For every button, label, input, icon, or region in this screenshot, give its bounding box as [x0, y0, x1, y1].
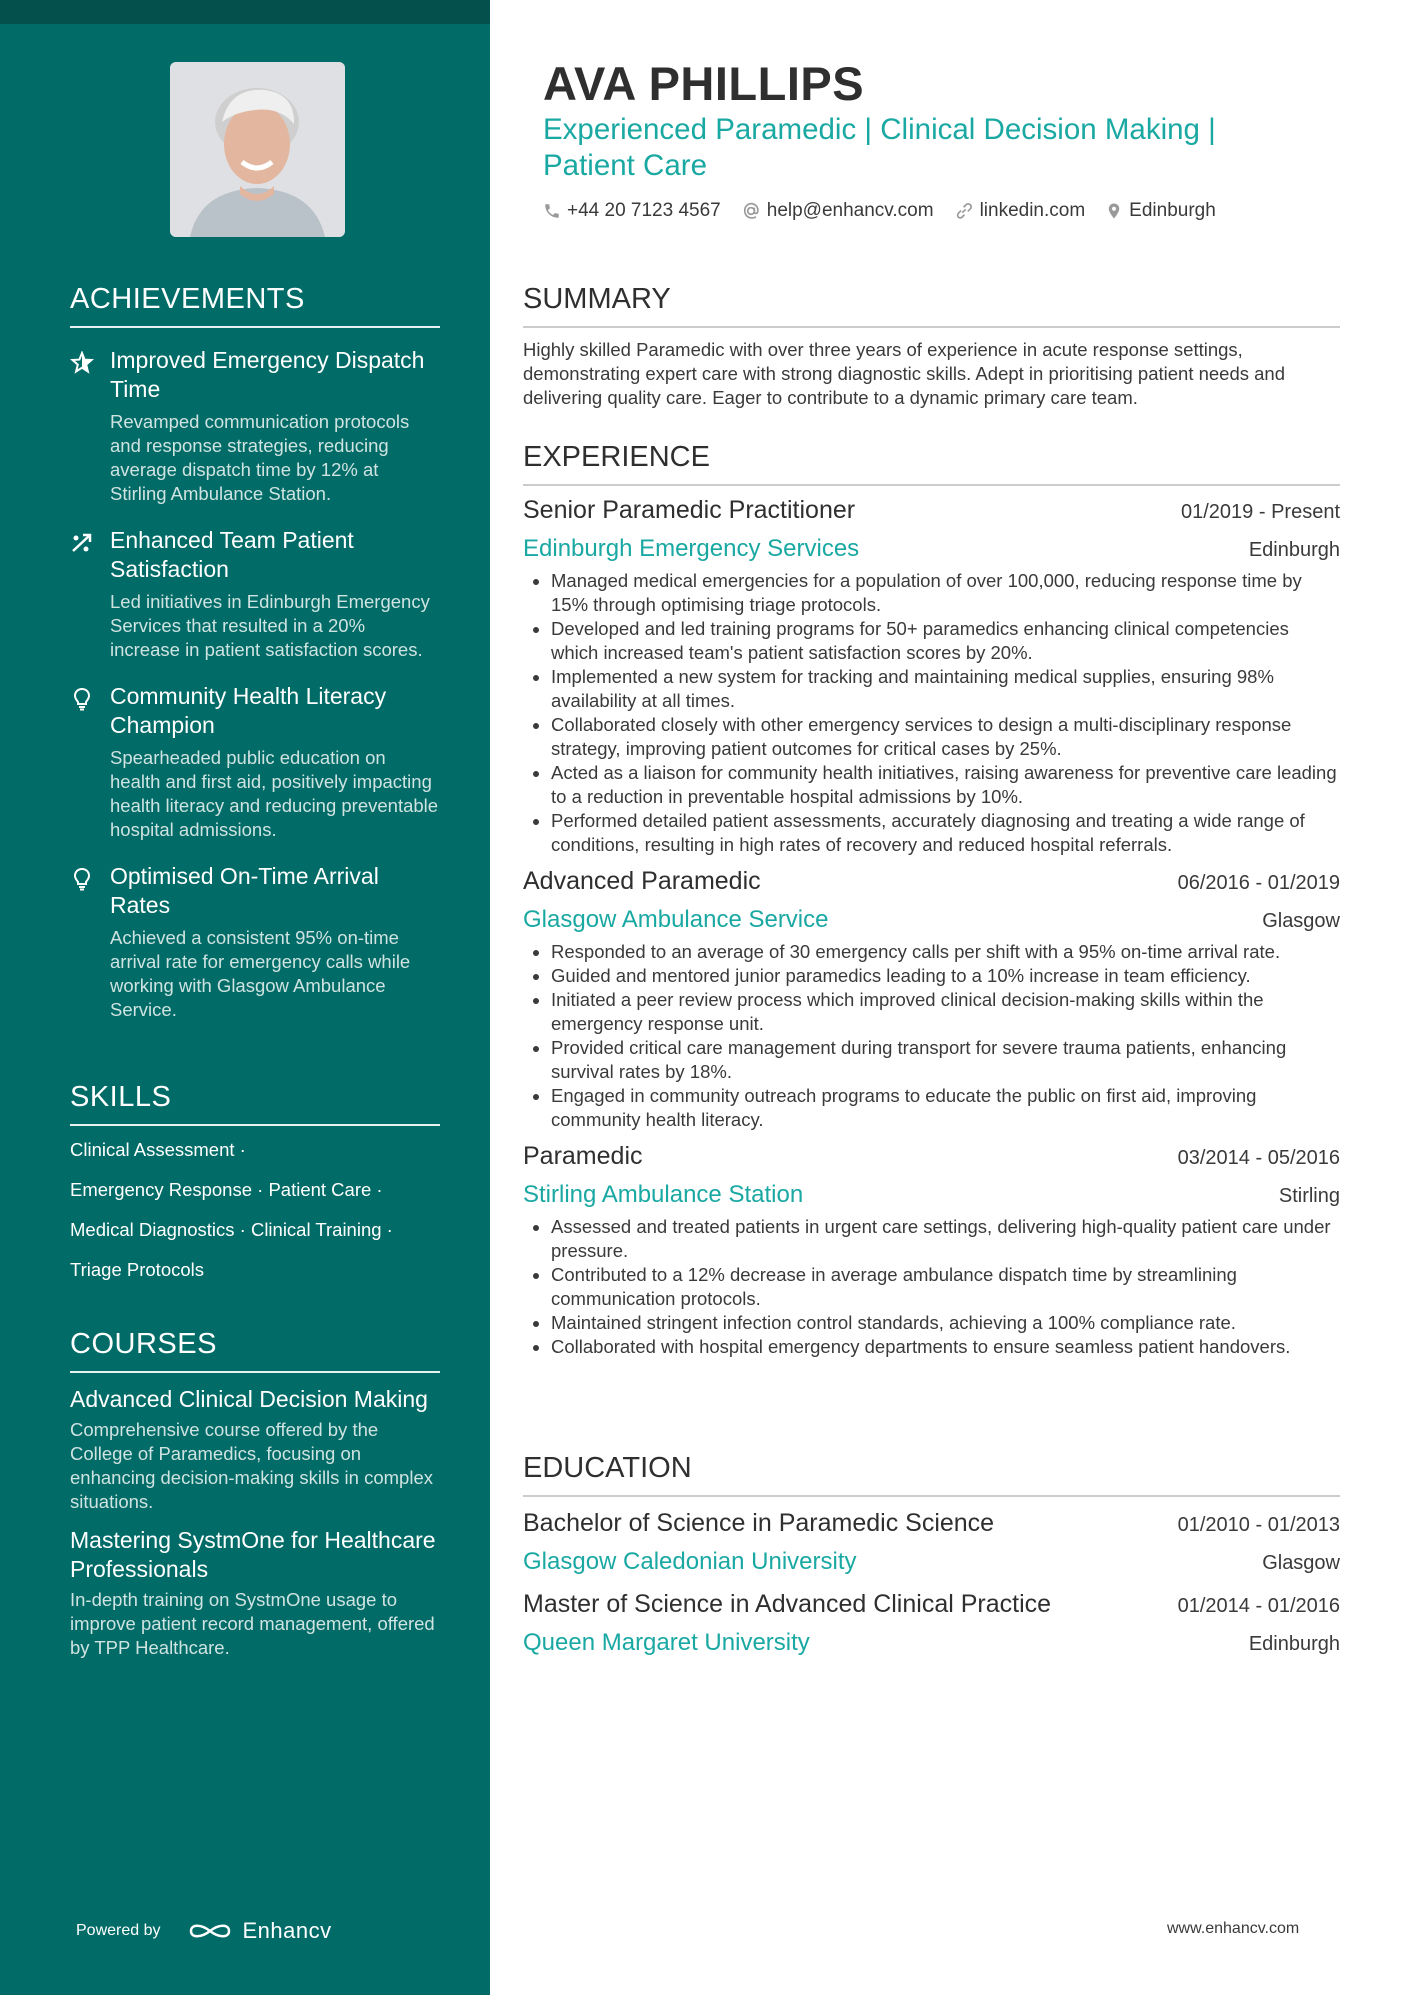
contact-location [1105, 200, 1216, 222]
achievement-desc: Achieved a consistent 95% on-time arrival rate for emergency calls while working with Glasgow Ambulance Service. [110, 927, 411, 1020]
achievement-item [70, 862, 440, 1022]
achievement-item [70, 346, 440, 506]
job-location: Glasgow [1262, 910, 1340, 932]
job-bullets [523, 569, 1340, 857]
skills-list [70, 1138, 440, 1282]
bullet-item: • Maintained stringent infection control standards, achieving a 100% compliance rate. [551, 1311, 1340, 1335]
degree: Bachelor of Science in Paramedic Science [523, 1509, 995, 1537]
bullet-item: • Contributed to a 12% decrease in average ambulance dispatch time by streamlining communication protocols. [551, 1263, 1340, 1311]
achievement-item [70, 682, 440, 842]
degree: Master of Science in Advanced Clinical Practice [523, 1590, 1052, 1618]
skills-heading: SKILLS [70, 1081, 440, 1126]
phone-text: +44 20 7123 4567 [567, 200, 721, 221]
achievement-title: Enhanced Team Patient Satisfaction [110, 527, 354, 582]
skill-line: Triage Protocols [70, 1259, 205, 1280]
contact-email[interactable] [741, 200, 934, 222]
job-entry [523, 867, 1340, 1132]
summary-heading: SUMMARY [523, 283, 1340, 328]
education-heading: EDUCATION [523, 1452, 1340, 1497]
course-desc: In-depth training on SystmOne usage to improve patient record management, offered by TPP Healthcare. [70, 1589, 435, 1658]
bullet-item: • Assessed and treated patients in urgent care settings, delivering high-quality patient care under pressure. [551, 1215, 1340, 1263]
job-dates: 06/2016 - 01/2019 [1177, 872, 1340, 894]
course-item [70, 1385, 440, 1514]
job-bullets [523, 940, 1340, 1132]
lightbulb-icon [70, 687, 94, 711]
sidebar [0, 0, 490, 1995]
job-role: Paramedic [523, 1142, 643, 1170]
achievement-desc: Spearheaded public education on health and first aid, positively impacting health literacy and reducing preventable hospital admissions. [110, 747, 439, 840]
course-item [70, 1526, 440, 1660]
skill-line: Emergency Response · Patient Care · [70, 1179, 383, 1200]
bullet-item: • Provided critical care management during transport for severe trauma patients, enhancing survival rates by 18%. [551, 1036, 1340, 1084]
powered-by [76, 1918, 332, 1944]
courses-section [70, 1328, 440, 1660]
experience-section [523, 441, 1340, 1359]
candidate-name: AVA PHILLIPS [543, 57, 865, 110]
achievements-heading: ACHIEVEMENTS [70, 283, 440, 328]
job-entry [523, 496, 1340, 857]
course-title: Mastering SystmOne for Healthcare Professionals [70, 1527, 436, 1582]
bullet-item: • Collaborated closely with other emergency services to design a multi-disciplinary response strategy, improving patient outcomes for critical cases by 25%. [551, 713, 1340, 761]
job-location: Stirling [1278, 1185, 1340, 1207]
bullet-item: • Guided and mentored junior paramedics leading to a 10% increase in team efficiency. [551, 964, 1340, 988]
courses-heading: COURSES [70, 1328, 440, 1373]
achievement-title: Community Health Literacy Champion [110, 683, 387, 738]
school: Queen Margaret University [523, 1629, 810, 1656]
bullet-item: • Performed detailed patient assessments, accurately diagnosing and treating a wide range of conditions, resulting in high rates of recovery and reduced hospital referrals. [551, 809, 1340, 857]
job-company: Stirling Ambulance Station [523, 1181, 804, 1208]
achievement-title: Improved Emergency Dispatch Time [110, 347, 425, 402]
job-company: Edinburgh Emergency Services [523, 535, 860, 562]
education-dates: 01/2010 - 01/2013 [1177, 1514, 1340, 1536]
contact-linkedin[interactable] [954, 200, 1086, 222]
powered-by-label: Powered by [76, 1922, 161, 1939]
course-title: Advanced Clinical Decision Making [70, 1386, 428, 1412]
bullet-item: • Acted as a liaison for community health initiatives, raising awareness for preventive care leading to a reduction in preventable hospital admissions by 10%. [551, 761, 1340, 809]
job-entry [523, 1142, 1340, 1359]
job-dates: 01/2019 - Present [1181, 501, 1340, 523]
course-desc: Comprehensive course offered by the College of Paramedics, focusing on enhancing decision-making skills in complex situations. [70, 1419, 433, 1512]
skill-line: Medical Diagnostics · Clinical Training · [70, 1219, 393, 1240]
achievement-title: Optimised On-Time Arrival Rates [110, 863, 379, 918]
achievement-desc: Revamped communication protocols and response strategies, reducing average dispatch time by 12% at Stirling Ambulance Station. [110, 411, 410, 504]
lightbulb-icon [70, 867, 94, 891]
bullet-item: • Implemented a new system for tracking and maintaining medical supplies, ensuring 98% availability at all times. [551, 665, 1340, 713]
education-dates: 01/2014 - 01/2016 [1177, 1595, 1340, 1617]
bullet-item: • Engaged in community outreach programs to educate the public on first aid, improving community health literacy. [551, 1084, 1340, 1132]
skill-line: Clinical Assessment · [70, 1139, 246, 1160]
link-icon [954, 201, 974, 221]
education-section [523, 1452, 1340, 1657]
achievement-item [70, 526, 440, 662]
sidebar-top-bar [0, 0, 490, 24]
phone-icon [543, 202, 561, 220]
growth-icon [70, 531, 94, 555]
job-bullets [523, 1215, 1340, 1359]
education-entry [523, 1590, 1340, 1657]
brand-logo[interactable] [187, 1918, 332, 1944]
summary-text: Highly skilled Paramedic with over three years of experience in acute response settings, demonstrating expert care with strong diagnostic skills. Adept in prioritising patient needs and delivering quality care. Eager to contribute to a dynamic primary care team. [523, 339, 1286, 408]
enhancv-logo-icon [187, 1919, 233, 1943]
bullet-item: • Managed medical emergencies for a population of over 100,000, reducing response time by 15% through optimising triage protocols. [551, 569, 1340, 617]
footer-url[interactable]: www.enhancv.com [1167, 1920, 1300, 1937]
bullet-item: • Collaborated with hospital emergency departments to ensure seamless patient handovers. [551, 1335, 1340, 1359]
achievements-section [70, 283, 440, 1022]
job-company: Glasgow Ambulance Service [523, 906, 829, 933]
experience-heading: EXPERIENCE [523, 441, 1340, 486]
education-location: Edinburgh [1248, 1633, 1340, 1655]
job-location: Edinburgh [1248, 539, 1340, 561]
bullet-item: • Developed and led training programs for 50+ paramedics enhancing clinical competencies which increased team's patient satisfaction scores by 20%. [551, 617, 1340, 665]
summary-section [523, 283, 1340, 410]
job-role: Senior Paramedic Practitioner [523, 496, 856, 524]
education-location: Glasgow [1262, 1552, 1340, 1574]
job-dates: 03/2014 - 05/2016 [1177, 1147, 1340, 1169]
linkedin-text: linkedin.com [979, 200, 1086, 221]
star-icon [70, 351, 94, 375]
location-text: Edinburgh [1129, 200, 1216, 221]
achievement-desc: Led initiatives in Edinburgh Emergency Services that resulted in a 20% increase in patient satisfaction scores. [110, 591, 430, 660]
skills-section [70, 1081, 440, 1298]
at-icon [741, 201, 761, 221]
location-pin-icon [1105, 201, 1123, 221]
bullet-item: • Responded to an average of 30 emergency calls per shift with a 95% on-time arrival rate. [551, 940, 1340, 964]
education-entry [523, 1509, 1340, 1576]
email-text: help@enhancv.com [766, 200, 934, 221]
headline: Experienced Paramedic | Clinical Decision Making | Patient Care [543, 113, 1216, 182]
contact-bar [543, 200, 1236, 222]
school: Glasgow Caledonian University [523, 1548, 857, 1575]
profile-photo [170, 62, 345, 237]
contact-phone[interactable] [543, 200, 721, 222]
bullet-item: • Initiated a peer review process which improved clinical decision-making skills within the emergency response unit. [551, 988, 1340, 1036]
job-role: Advanced Paramedic [523, 867, 761, 895]
brand-name: Enhancv [242, 1918, 332, 1943]
